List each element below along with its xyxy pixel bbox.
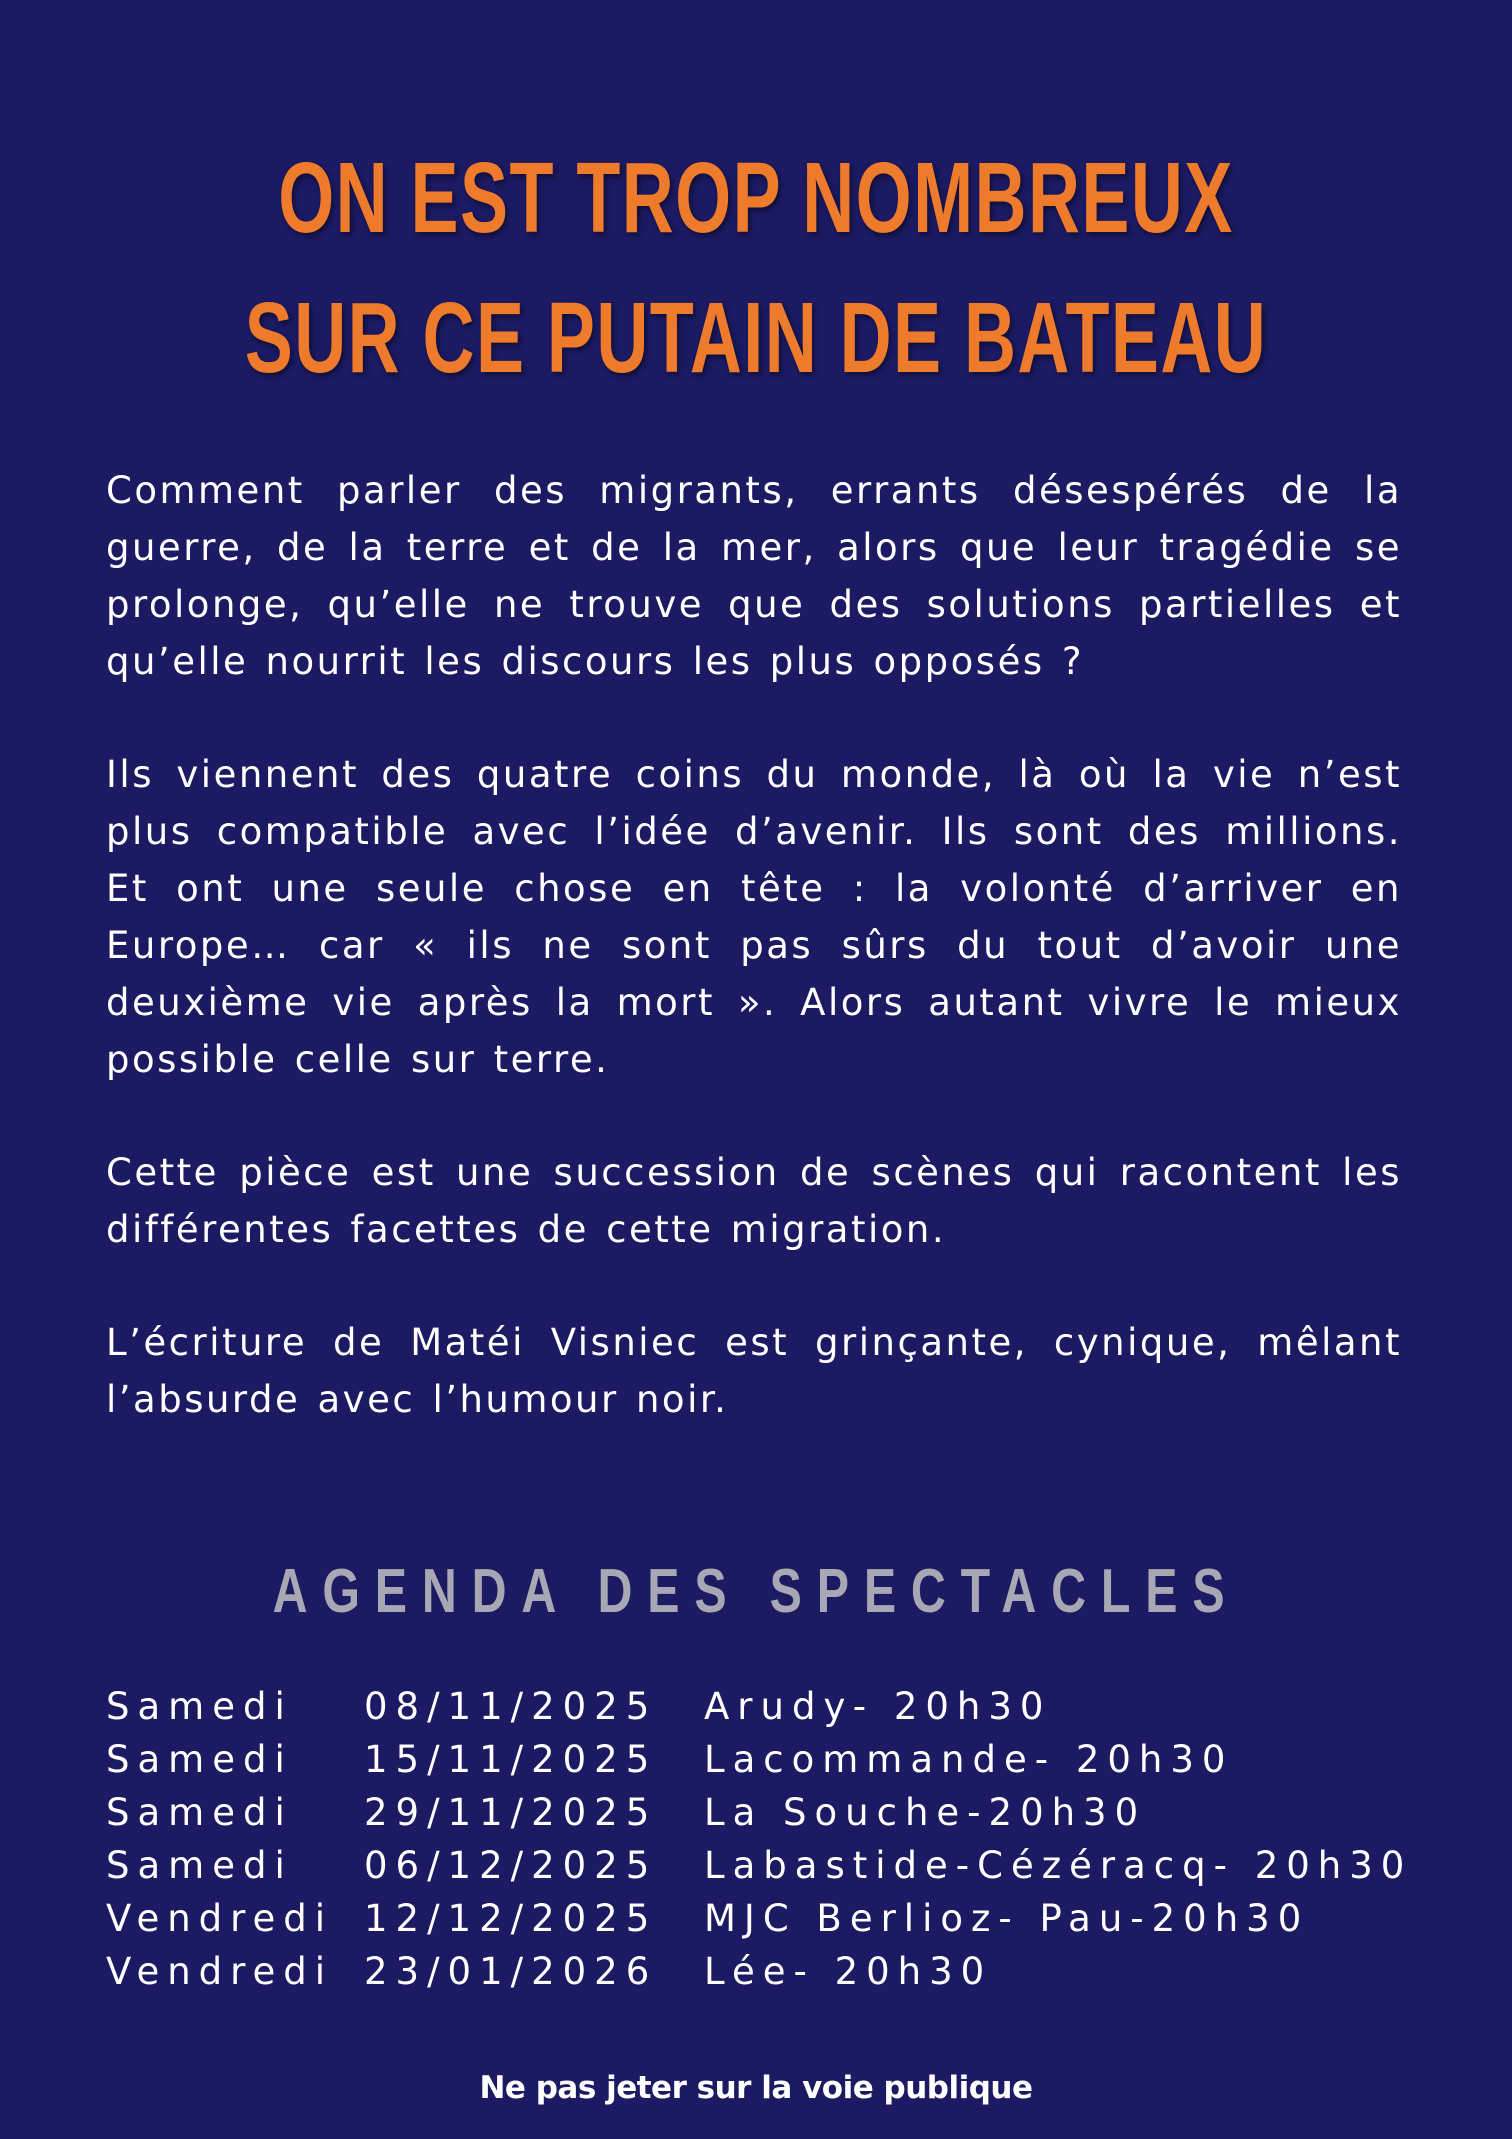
event-place: Lée- 20h30: [704, 1950, 993, 1993]
agenda-heading: AGENDA DES SPECTACLES: [272, 1557, 1240, 1626]
agenda-event: [106, 1733, 1506, 1786]
event-place: Lacommande- 20h30: [704, 1738, 1234, 1781]
event-date: 06/12/2025: [364, 1844, 658, 1887]
event-day: Samedi: [106, 1844, 293, 1887]
paragraph-3: Cette pièce est une succession de scènes qui racontent les différentes facettes de cette migration.: [106, 1151, 1402, 1251]
event-day: Samedi: [106, 1791, 293, 1834]
agenda-event: [106, 1892, 1506, 1945]
paragraph-2: Ils viennent des quatre coins du monde, là où la vie n’est plus compatible avec l’idée d’avenir. Ils sont des millions. Et ont une seule chose en tête : la volonté d’arriver en Europe… car « ils ne sont pas sûrs du tout d’avoir une deuxième vie après la mort ». Alors autant vivre le mieux possible celle sur terre.: [106, 753, 1402, 1081]
title-line-2: SUR CE PUTAIN DE BATEAU: [244, 282, 1268, 394]
intro-text: [106, 462, 1402, 1484]
agenda-event: [106, 1680, 1506, 1733]
paragraph-4: L’écriture de Matéi Visniec est grinçante, cynique, mêlant l’absurde avec l’humour noir.: [106, 1321, 1402, 1421]
event-date: 08/11/2025: [364, 1685, 658, 1728]
agenda-event: [106, 1786, 1506, 1839]
event-date: 15/11/2025: [364, 1738, 658, 1781]
event-day: Vendredi: [106, 1897, 334, 1940]
paragraph-1: Comment parler des migrants, errants désespérés de la guerre, de la terre et de la mer, alors que leur tragédie se prolonge, qu’elle ne trouve que des solutions partielles et qu’elle nourrit les discours les plus opposés ?: [106, 469, 1402, 683]
title-line-1: ON EST TROP NOMBREUX: [278, 142, 1234, 254]
event-day: Samedi: [106, 1685, 293, 1728]
event-day: Samedi: [106, 1738, 293, 1781]
event-date: 29/11/2025: [364, 1791, 658, 1834]
footer-notice: Ne pas jeter sur la voie publique: [479, 2070, 1033, 2106]
event-day: Vendredi: [106, 1950, 334, 1993]
agenda-event: [106, 1839, 1506, 1892]
event-place: MJC Berlioz- Pau-20h30: [704, 1897, 1310, 1940]
event-place: Arudy- 20h30: [704, 1685, 1052, 1728]
event-date: 23/01/2026: [364, 1950, 658, 1993]
agenda-list: [106, 1680, 1506, 1998]
event-place: Labastide-Cézéracq- 20h30: [704, 1844, 1413, 1887]
event-date: 12/12/2025: [364, 1897, 658, 1940]
event-place: La Souche-20h30: [704, 1791, 1147, 1834]
agenda-event: [106, 1945, 1506, 1998]
